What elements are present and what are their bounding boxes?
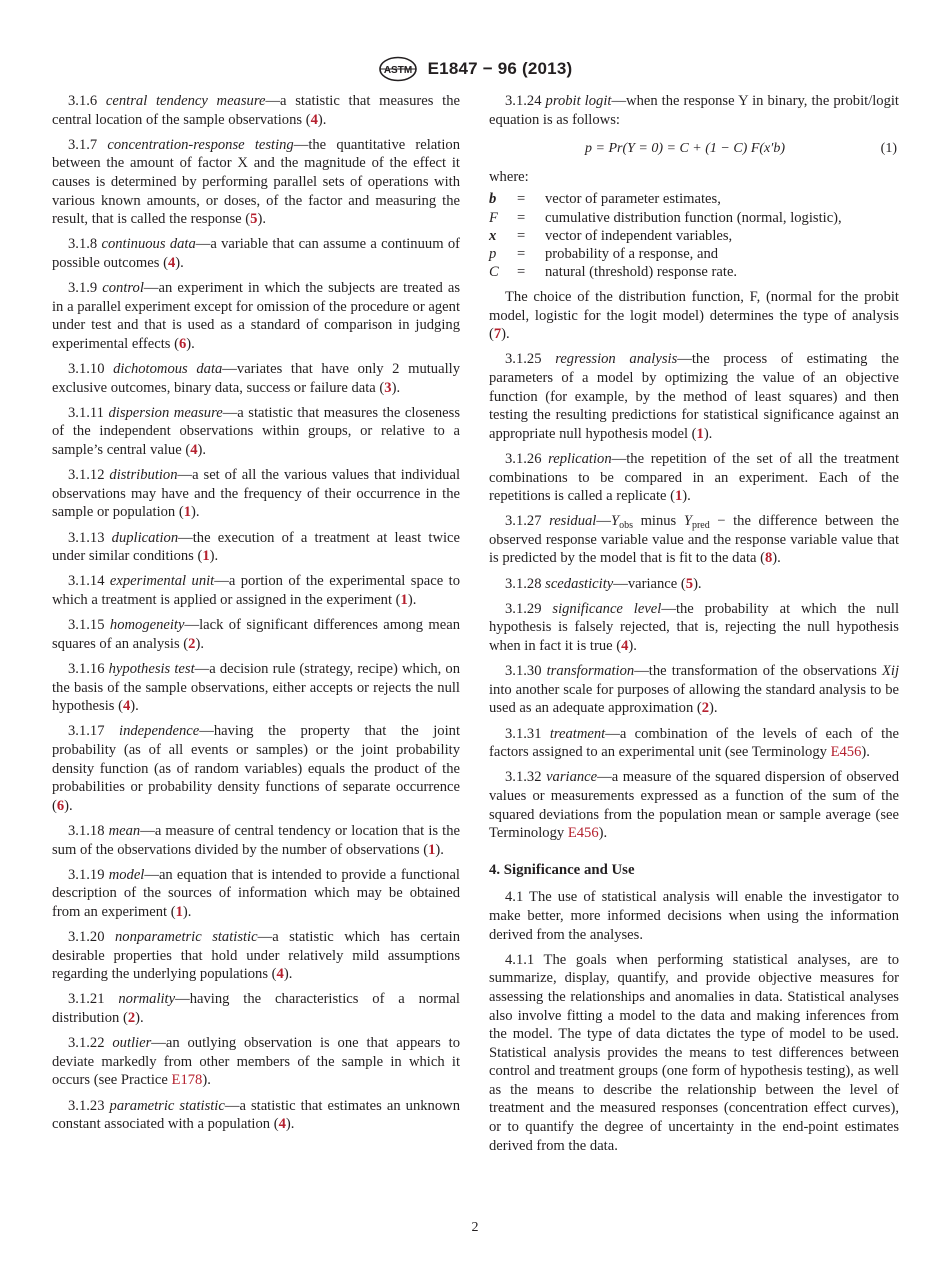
definitions-group-b: [489, 575, 899, 843]
reference-link[interactable]: 4: [167, 254, 176, 271]
variable-symbol: F: [489, 209, 498, 226]
definition-text: —having the property that the joint probability (as of all events or samples) or the joint probability density function (as of random variables) equals the product of the probabilities or probability density functions of separate occurrence (: [52, 723, 460, 814]
definition-tail: ).: [257, 211, 266, 228]
definition-tail: ).: [435, 841, 444, 858]
reference-link[interactable]: 2: [701, 700, 710, 717]
paragraph-4-1: 4.1 The use of statistical analysis will enable the investigator to make better, more informed decisions when using the information derived from the analyses.: [489, 889, 899, 943]
definition-term: homogeneity: [109, 617, 185, 634]
definition-text: —variance (: [613, 575, 686, 592]
definition-text: —the execution of a treatment at least twice under similar conditions (: [52, 529, 460, 565]
definition-number: 3.1.28: [505, 575, 542, 592]
definition-term: variance: [546, 769, 598, 786]
definition-term: regression analysis: [555, 351, 678, 368]
definition-3-1-25: [489, 350, 899, 443]
definition-number: 3.1.10: [68, 361, 105, 378]
definition-text: —an equation that is intended to provide a functional description of the sources of information which may be obtained from an experiment (: [52, 866, 460, 920]
definition-term: significance level: [552, 600, 662, 617]
definition-number: 3.1.27: [505, 513, 542, 530]
standard-link[interactable]: E456: [830, 744, 862, 761]
definition-3-1-14: [52, 572, 460, 609]
variable-row: [489, 245, 899, 263]
section-heading: 4. Significance and Use: [489, 861, 635, 878]
reference-link[interactable]: 3: [384, 379, 392, 396]
variable-row: [489, 263, 899, 281]
reference-link[interactable]: 4: [276, 966, 284, 983]
definition-3-1-13: [52, 529, 460, 566]
definition-text: —a measure of the squared dispersion of observed values or measurements expressed as a function of the sum of the squared deviations from the population mean or sample average (see Terminology: [489, 769, 899, 842]
reference-link[interactable]: 1: [183, 504, 192, 521]
logo-text: ASTM: [383, 65, 412, 76]
astm-logo-icon: [378, 56, 418, 82]
equation-expression: p = Pr(Y = 0) = C + (1 − C) F(x′b): [585, 140, 785, 156]
definition-tail: ).: [703, 425, 713, 442]
definition-text: —variates that have only 2 mutually exclusive outcomes, binary data, success or failure data (: [52, 361, 460, 396]
variable-row: [489, 190, 899, 208]
left-column: [52, 92, 460, 1140]
definition-term: residual: [549, 513, 597, 530]
reference-link[interactable]: 1: [428, 841, 436, 858]
definition-3-1-31: [489, 725, 899, 762]
variable-description: vector of independent variables,: [545, 227, 733, 244]
reference-link[interactable]: 6: [56, 797, 65, 814]
definition-number: 3.1.24: [505, 93, 542, 109]
definition-tail: ).: [182, 903, 192, 920]
definition-tail: ).: [407, 592, 417, 608]
definition-text: —a statistic which has certain desirable properties that hold under relatively mild assumptions regarding the underlying populations (: [52, 929, 460, 983]
definition-3-1-9: [52, 279, 460, 353]
definition-tail: ).: [209, 548, 219, 565]
variable-description: natural (threshold) response rate.: [545, 264, 738, 281]
definition-number: 3.1.15: [68, 617, 105, 634]
definition-number: 3.1.31: [505, 725, 542, 742]
reference-link[interactable]: 5: [250, 211, 258, 228]
definition-tail: ).: [130, 698, 139, 715]
variable-symbol: p: [489, 245, 497, 262]
definition-number: 3.1.17: [68, 723, 105, 740]
variable-symbol: C: [489, 264, 499, 281]
definition-text: —the process of estimating the parameters of a model by optimizing the value of an objective function (for example, by the method of least squares) and then testing the resulting predictions for statistical significance against an appropriate null hypothesis model (: [489, 351, 899, 442]
equals-sign: =: [517, 227, 526, 244]
definition-term: concentration-response testing: [107, 136, 294, 153]
reference-link[interactable]: 4: [190, 442, 198, 459]
definition-text: —the quantitative relation between the amount of factor X and the magnitude of the effect it causes is determined by performing parallel sets of operations with various known amounts, or doses, of the factor and measuring the result, that is called the response (: [52, 136, 460, 228]
definition-number: 3.1.16: [68, 660, 105, 677]
obs-subscript: obs: [619, 520, 633, 532]
definition-text: —having the characteristics of a normal distribution (: [52, 991, 460, 1027]
definition-3-1-32: [489, 768, 899, 842]
definition-3-1-22: [52, 1034, 460, 1090]
definition-text: —a measure of central tendency or location that is the sum of the observations divided by the number of observations (: [52, 822, 460, 858]
definition-term: transformation: [546, 663, 635, 680]
definition-3-1-17: [52, 722, 460, 815]
definition-number: 3.1.18: [68, 822, 105, 839]
definition-tail: ).: [598, 825, 608, 842]
equation-1: [489, 136, 899, 162]
variable-description: vector of parameter estimates,: [545, 191, 721, 208]
definition-3-1-23: [52, 1097, 460, 1134]
definition-text: —the probability at which the null hypothesis is falsely rejected, that is, rejecting the null hypothesis when in fact it is true (: [489, 600, 899, 655]
reference-link[interactable]: 8: [765, 550, 773, 567]
definition-number: 3.1.29: [505, 600, 542, 617]
definition-3-1-16: [52, 660, 460, 716]
definition-number: 3.1.25: [505, 351, 542, 368]
standard-link[interactable]: E178: [171, 1072, 203, 1089]
definition-number: 3.1.7: [68, 136, 98, 153]
definition-term: nonparametric statistic: [114, 929, 258, 946]
definition-tail: ).: [135, 1010, 144, 1027]
definition-term: experimental unit: [109, 573, 215, 590]
definition-text: —the repetition of the set of all the treatment combinations to be compared in an experiment. Each of the repetitions is called a replicate (: [489, 450, 899, 505]
definition-text: − the difference between the observed response variable value and the response variable value that is predicted by the model that is fit to the data (: [489, 513, 899, 567]
equals-sign: =: [517, 191, 526, 208]
definition-term: continuous data: [101, 236, 196, 253]
definition-text: —a statistic that measures the central location of the sample observations (: [52, 93, 460, 128]
reference-link[interactable]: 5: [685, 575, 694, 592]
definition-number: 3.1.30: [505, 663, 542, 680]
document-designation: E1847 − 96 (2013): [427, 59, 573, 78]
y-symbol: Y: [610, 513, 620, 530]
definition-probit-logit: [489, 92, 899, 129]
standard-link[interactable]: E456: [567, 825, 599, 842]
reference-link[interactable]: 2: [188, 635, 196, 652]
page-header: [0, 56, 950, 82]
reference-link[interactable]: 1: [175, 903, 183, 920]
definition-3-1-18: [52, 822, 460, 859]
definition-number: 3.1.14: [68, 573, 105, 590]
definition-3-1-20: [52, 928, 460, 984]
definition-tail: ).: [64, 797, 73, 814]
equals-sign: =: [517, 264, 526, 281]
minus-word: minus: [640, 513, 677, 530]
definition-number: 3.1.11: [68, 404, 104, 421]
pred-subscript: pred: [691, 520, 710, 532]
definitions-group-a: [489, 350, 899, 505]
definition-term: independence: [119, 723, 200, 740]
definition-text: —a statistic that measures the closeness of the independent observations within groups, or relative to a sample’s central value (: [52, 404, 461, 459]
variable-row: [489, 209, 899, 227]
definition-tail: ).: [628, 638, 637, 655]
definition-number: 3.1.20: [68, 929, 105, 946]
definition-number: 3.1.12: [68, 467, 105, 484]
paragraph-4-1-1: 4.1.1 The goals when performing statistical analyses, are to summarize, display, quantify, and provide objective measures for assessing the relationships and anomalies in data. Statistical analyses also involve fitting a model to the data and making inferences from the model. The type of data dictates the type of model to be used. Statistical analysis provides the means to test differences between control and treatment groups (one form of hypothesis testing), as well as the means to describe the relationship between the level of treatment and the measured responses (concentration effect curves), or to quantify the degree of uncertainty in the end-point estimates derived from the data.: [489, 951, 899, 1154]
equals-sign: =: [517, 209, 526, 226]
definition-number: 3.1.26: [505, 450, 542, 467]
variable-list: [489, 190, 899, 281]
reference-link[interactable]: 4: [122, 698, 131, 715]
definition-tail: ).: [195, 635, 204, 652]
equation-number: (1): [880, 140, 897, 156]
definition-3-1-12: [52, 466, 460, 522]
definition-term: central tendency measure: [105, 93, 266, 109]
definition-number: 3.1.8: [68, 236, 98, 253]
definition-text: —a statistic that estimates an unknown constant associated with a population (: [52, 1097, 460, 1133]
variable-description: cumulative distribution function (normal, logistic),: [545, 209, 842, 226]
right-column: [489, 92, 899, 1162]
definition-tail: ).: [709, 700, 718, 717]
definition-term: duplication: [111, 529, 179, 546]
definition-term: hypothesis test: [108, 660, 195, 677]
definition-3-1-29: [489, 600, 899, 656]
definition-number: 3.1.32: [505, 769, 542, 786]
definition-tail: ).: [175, 254, 184, 271]
reference-link[interactable]: 4: [621, 638, 629, 655]
definition-number: 3.1.13: [68, 529, 105, 546]
definition-text: —when the response Y in binary, the probit/logit equation is as follows:: [489, 93, 899, 128]
definition-3-1-15: [52, 616, 460, 653]
definition-tail: ).: [191, 504, 200, 521]
reference-link[interactable]: 2: [127, 1010, 136, 1027]
reference-link[interactable]: 1: [202, 548, 210, 565]
definition-3-1-8: [52, 235, 460, 272]
definition-term: probit logit: [545, 93, 612, 109]
definition-3-1-30: [489, 662, 899, 718]
definition-number: 3.1.23: [68, 1097, 105, 1114]
definition-text: —a decision rule (strategy, recipe) which, on the basis of the sample observations, either accepts or rejects the null hypothesis (: [52, 660, 460, 715]
definition-number: 3.1.21: [68, 991, 105, 1008]
paragraph-tail: ).: [501, 326, 510, 343]
y-symbol: Y: [683, 513, 692, 530]
definition-tail: ).: [682, 488, 691, 505]
definition-term: normality: [118, 991, 176, 1008]
definition-term: distribution: [109, 467, 178, 484]
definition-number: 3.1.9: [68, 280, 98, 297]
reference-link[interactable]: 7: [493, 326, 502, 343]
definition-tail: ).: [861, 744, 870, 761]
variable-row: [489, 227, 899, 245]
reference-link[interactable]: 6: [178, 335, 187, 352]
definition-term: control: [102, 280, 144, 297]
definition-tail: ).: [391, 379, 401, 396]
definition-text: —lack of significant differences among mean squares of an analysis (: [52, 617, 460, 652]
variable-symbol: b: [489, 191, 497, 208]
definition-text: —a set of all the various values that individual observations may have and the frequency of their occurrence in the sample or population (: [52, 467, 460, 521]
definition-3-1-21: [52, 990, 460, 1027]
definition-number: 3.1.6: [68, 93, 98, 109]
definition-number: 3.1.22: [68, 1035, 105, 1052]
reference-link[interactable]: 4: [310, 111, 318, 128]
definition-text: —a portion of the experimental space to which a treatment is applied or assigned in the experiment (: [52, 573, 460, 608]
definition-3-1-10: [52, 360, 460, 397]
definition-3-1-19: [52, 866, 460, 922]
definition-number: 3.1.19: [68, 866, 105, 883]
variable-description: probability of a response, and: [545, 245, 719, 262]
page-number: 2: [471, 1220, 479, 1235]
reference-link[interactable]: 1: [675, 488, 683, 505]
definition-term: dichotomous data: [113, 361, 223, 378]
definition-tail: ).: [197, 442, 206, 459]
definition-3-1-28: [489, 575, 899, 594]
definition-residual: 3.1.27 $residual—Y_{obs}$ minus $Y_{pred}$ − the difference between the observed response variable value and the response variable value that is predicted by the model that is fit to the data (8).: [489, 513, 899, 567]
definition-term: dispersion measure: [108, 404, 223, 421]
definition-text: —a variable that can assume a continuum of possible outcomes (: [52, 236, 460, 271]
definition-tail: ).: [693, 575, 702, 592]
definition-term: model: [108, 866, 145, 883]
variable-xij: Xij: [881, 663, 899, 680]
definition-text: —an experiment in which the subjects are treated as in a parallel experiment except for omission of the procedure or agent under test and that is used as a standard of comparison in judging experimental effects (: [52, 280, 460, 352]
equals-sign: =: [517, 245, 526, 262]
where-label: where:: [489, 168, 529, 185]
reference-link[interactable]: 1: [696, 425, 704, 442]
definition-term: parametric statistic: [109, 1097, 225, 1114]
definition-tail: ).: [202, 1072, 211, 1089]
definition-term: mean: [108, 822, 141, 839]
definition-3-1-26: [489, 450, 899, 506]
definition-term: treatment: [549, 725, 606, 742]
definition-tail: ).: [283, 966, 293, 983]
definition-tail: ).: [317, 111, 327, 128]
definition-term: scedasticity: [545, 575, 614, 592]
distribution-choice-paragraph: [489, 288, 899, 344]
definition-tail: ).: [772, 550, 781, 567]
definition-3-1-11: [52, 404, 460, 460]
definition-3-1-6: [52, 92, 460, 129]
definition-text: into another scale for purposes of allowing the standard analysis to be used as an adequate approximation (: [489, 681, 899, 717]
variable-symbol: x: [489, 227, 497, 244]
definition-text: —a combination of the levels of each of the factors assigned to an experimental unit (see Terminology: [489, 725, 899, 761]
definition-text: —the transformation of the observations: [634, 663, 882, 680]
paragraph-text: The choice of the distribution function, F, (normal for the probit model, logistic for the logit model) determines the type of analysis (: [489, 288, 899, 343]
reference-link[interactable]: 4: [278, 1116, 286, 1133]
definition-tail: ).: [285, 1116, 295, 1133]
reference-link[interactable]: 1: [400, 592, 408, 608]
definition-tail: ).: [186, 335, 195, 352]
definition-term: replication: [548, 450, 612, 467]
definition-text: —an outlying observation is one that appears to deviate markedly from other members of the sample in which it occurs (see Practice: [52, 1035, 460, 1089]
definition-3-1-7: [52, 136, 460, 229]
definition-term: outlier: [112, 1035, 152, 1052]
